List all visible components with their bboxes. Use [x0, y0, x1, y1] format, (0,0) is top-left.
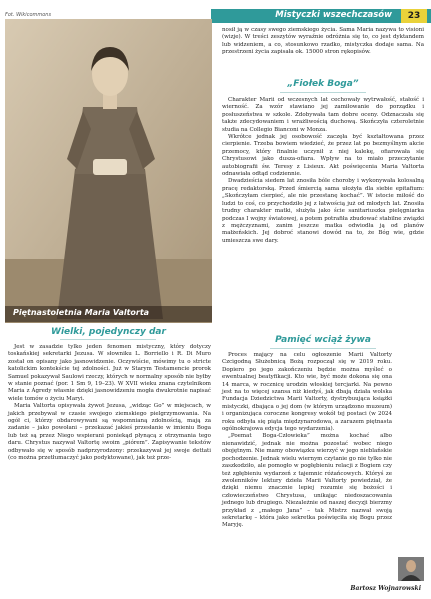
- right-column-top-text: [222, 27, 424, 57]
- author-name: Bartosz Wojnarowski: [350, 585, 421, 592]
- paragraph: Jest w zasadzie tylko jeden fenomen mistyczny, który dotyczy toskańskiej sekretarki Jezusa. W słowniku L. Borriello i R. Di Muro został on opisany jako jasnowidzenie. Oczywiście, mówimy tu o stricte katolickim kontekście tej zdolności. Już w Starym Testamencie prorok Samuel pokazywał Saulowi rzeczy, których w normalny sposób nie byłby w stanie poznać (por. 1 Sm 9, 19–23). W XVII wieku znana czytelnikom Maria z Ágredy własnie dzięki jasnowidzeniu mogła dwukrotnie napisać wiele tomów o życiu Maryi.: [8, 344, 211, 402]
- paragraph: nosił ją w czasy swego ziemskiego życia. Sama Maria nazywa to visioni (wizje). W treści zeszytów wyraźnie odróżnia się to, co jest dyktandem lub widzeniem, a co, stosunkowo rzadko, mistyczka dodaje sama. Na przestrzeni życia zapisała ok. 15000 stron rękopisów.: [222, 27, 424, 56]
- photo-caption-bar: [5, 306, 212, 322]
- section-heading-wielki-dar: Wielki, pojedynczy dar: [51, 327, 166, 337]
- page-number: 23: [401, 9, 427, 23]
- heading-rule: [60, 339, 156, 340]
- paragraph: Dwadzieścia siedem lat znosiła bóle choroby i wykonywała kolosalną pracę redaktorską. Przed śmiercią sama ułożyła dla siebie epitafium: „Skończyłam cierpieć, ale nie przestanę kochać”. W istocie miłość do ludzi to coś, co przychodziło jej z łatwością już od młodych lat. Znosiła trudny charakter matki, służyła jako ście sanitariuszka pielęgniarka podczas I wojny światowej, a potem potrafiła zbudować stabilne związki z mężczyznami, zanim jeszcze matka odwiodła ją od planów małżeńskich. Jej dobroć stanowi dowód na to, że Bóg wie, gdzie umieszcza swe dary.: [222, 178, 424, 244]
- paragraph: Maria Valtorta opisywała żywot Jezusa, „widząc Go” w miejscach, w jakich przebywał w czasie swojego ziemskiego pielgrzymowania. Na ogół ci, którzy obdarowywani są wspomnianą zdolnością, mają za zadanie – jako powołani – przekazać jakieś przesłanie w imieniu Boga lub też są przez Niego wspierani poniekąd płynącą z otrzymania tego daru. Chrystus nazywał Valtortę swoim „piórem”. Zapisywanie tekstów odbywało się w sposób nadprzyrodzony: przekazywał jej swoje dettati (co można przetłumaczyć jako podyktowane), jak też prze-: [8, 403, 211, 462]
- author-avatar: [398, 557, 424, 581]
- section-heading-fiolek-boga: „Fiołek Boga”: [287, 79, 359, 89]
- right-column-middle-text: [222, 97, 424, 245]
- photo-caption: Piętnastoletnia Maria Valtorta: [13, 308, 150, 317]
- portrait-illustration: [5, 19, 212, 323]
- page-header-bar: [211, 9, 431, 23]
- section-heading-pamiec: Pamięć wciąż żywa: [275, 335, 371, 345]
- section-title: Mistyczki wszechczasów: [275, 10, 392, 20]
- paragraph: „Poemat Boga-Człowieka” można kochać albo nienawidzić, jednak nie można pozostać wobec niego obojętnym. Nie mamy obowiązku wierzyć w jego nieblańskie pochodzenie. Jednak wielu wiernym czytanie go nie tylko nie zaszkodziło, ale pomogło w pogłębieniu relacji z Bogiem czy też zgłębieniu wydarzeń z tajemnic różańcowych. Któryś ze zwolenników lektury dzieła Marii Valtorty powiedział, że dzięki niemu znacznie lepiej rozumie się bożości i człowieczeństwo Chrystusa, unikając niedoszacowania jednego lub drugiego. Niezależnie od naszej decyzji bierzmy przykład z „małego Jana” – tak Mistrz nazwał swoją sekretarkę – która jako sekretka poświęciła się Bogu przez Maryję.: [222, 433, 392, 529]
- photo-credit: Fot. Wikicommons: [5, 12, 52, 18]
- portrait-photo: [5, 19, 212, 323]
- heading-rule: [270, 348, 376, 349]
- heading-rule: [280, 92, 366, 93]
- paragraph: Charakter Marii od wczesnych lat cechowały wytrwałość, stałość i wierność. Za wzór stawiano jej zamiłowanie do porządku i posłuszeństwa w szkole. Zdobywała tam dobre oceny. Odznaczała się także zdecydowaniem i wrażliwością duchową. Skończyła czteroletnie studia na Collegio Bianconi w Monza.: [222, 97, 424, 133]
- right-column-bottom-text: [222, 352, 392, 530]
- paragraph: Wkrótce jednak jej osobowość zaczęła być kształtowana przez cierpienie. Trzeba bowiem wiedzieć, że przez lat po bezmyślnym akcie przemocy, który finalnie uczynił z niej kalekę, ofiarowała się Chrystusowi jako dusza-ofiara. Wpływ na to miało przeczytanie autobiografii św. Teresy z Lisieux. Akt poświęcenia Maria Valtorta odnawiała odtąd codziennie.: [222, 134, 424, 178]
- paragraph: Proces mający na celu ogłoszenie Marii Valtorty Czcigodną Służebnicą Bożą rozpoczął się w 2019 roku. Dopiero po jego zakończeniu będzie można myśleć o ewentualnej beatyfikacji. Kto wie, być może dokona się ona 14 marca, w rocznicę urodzin włoskiej tercjarki. Na pewno jest na to więcej szansa niż kiedyś, jak dbają działa wolska Fundacja Dziedzictwa Marii Valtorty, dystrybuująca książki mistyczki, dbająca o jej dom (w którym urządzono muzeum) i organizująca coroczne kongresy wokół tej postaci (w 2024 roku odbyła się piąta międzynarodowa, a zarazem piętnasta ogólnokrajowa edycja tego wydarzenia).: [222, 352, 392, 433]
- left-column-text: [8, 344, 211, 463]
